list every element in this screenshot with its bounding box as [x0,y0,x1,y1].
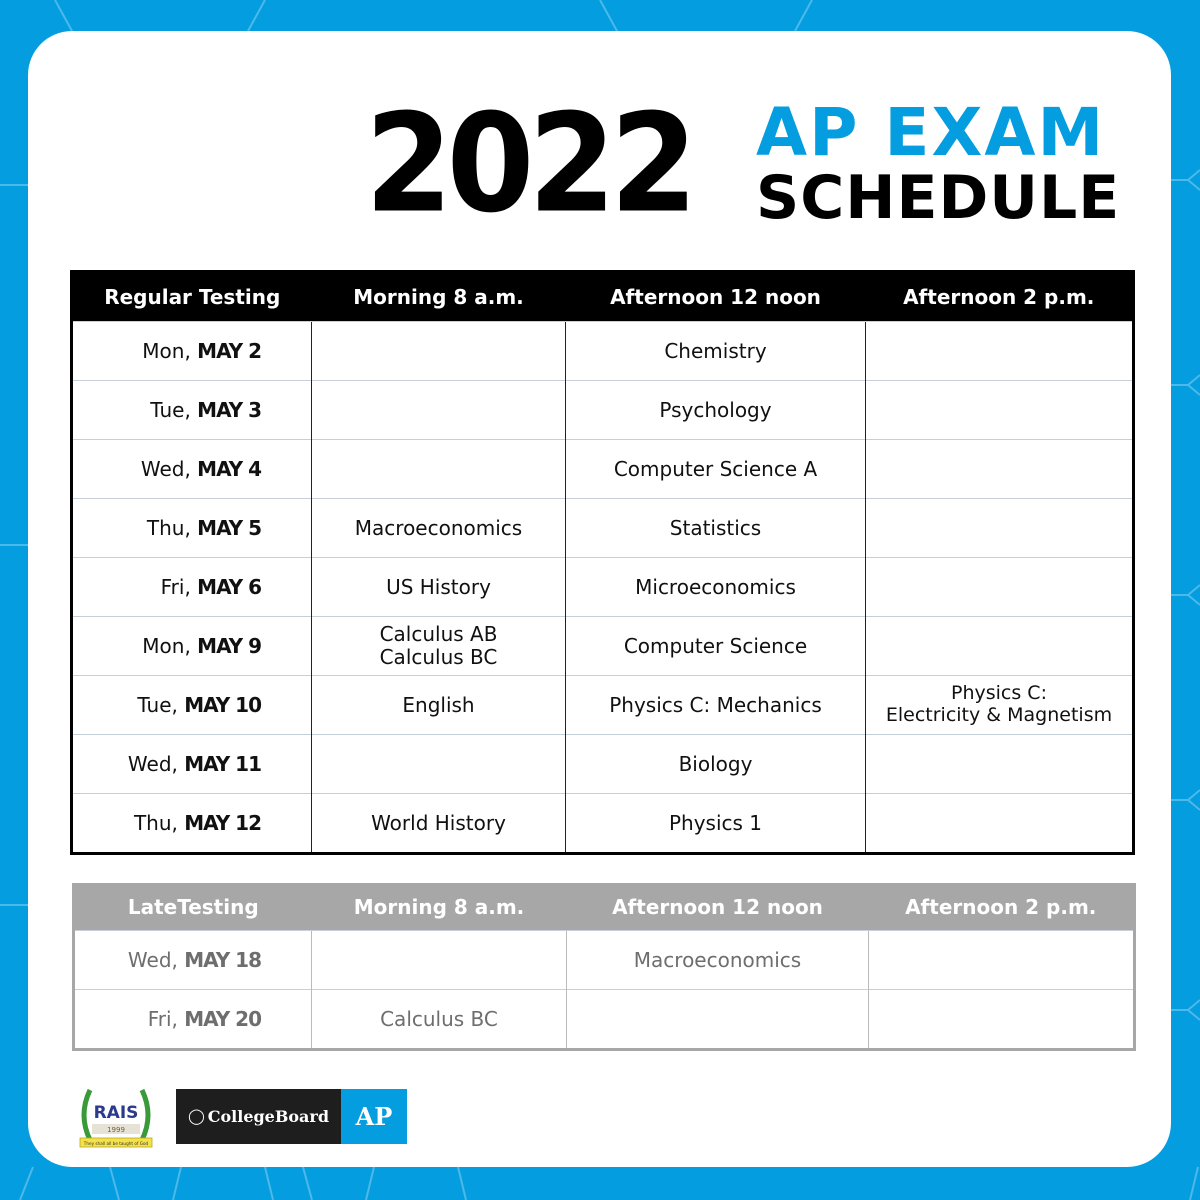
date-cell [72,440,312,499]
month-day: MAY 4 [197,456,261,481]
pm2-cell [866,676,1134,735]
pm2-cell [869,931,1135,990]
day-of-week: Thu, [133,810,178,835]
day-of-week: Tue, [150,397,191,422]
collegeboard-ap-logo [176,1089,407,1144]
table-header-row [74,883,1135,931]
morning-cell [312,617,566,676]
morning-cell: US History [312,558,566,617]
day-of-week: Wed, [140,456,191,481]
day-of-week: Mon, [142,633,191,658]
morning-cell [312,931,567,990]
noon-cell: Macroeconomics [567,931,869,990]
table-row [72,440,1134,499]
morning-cell: World History [312,794,566,854]
noon-cell: Computer Science [566,617,866,676]
morning-cell: Macroeconomics [312,499,566,558]
date-cell [72,794,312,854]
day-of-week: Tue, [137,692,178,717]
table-row [74,990,1135,1050]
date-cell [72,499,312,558]
header-2pm: Afternoon 2 p.m. [866,272,1134,322]
day-of-week: Thu, [146,515,191,540]
title-block [756,94,1121,233]
table-row [74,931,1135,990]
rais-school-logo [76,1080,156,1152]
ap-mark [341,1089,407,1144]
title-ap-exam: AP EXAM [756,94,1106,171]
exam-name: Calculus AB [379,622,498,646]
header-regular-testing: Regular Testing [72,272,312,322]
table-header-row [72,272,1134,322]
morning-cell [312,381,566,440]
month-day: MAY 9 [197,633,261,658]
month-day: MAY 5 [197,515,261,540]
month-day: MAY 18 [184,947,261,972]
exam-name: Calculus BC [379,645,498,669]
date-cell [72,322,312,381]
morning-cell [312,735,566,794]
svg-text:1999: 1999 [107,1126,125,1134]
header-morning: Morning 8 a.m. [312,272,566,322]
month-day: MAY 2 [197,338,261,363]
header-morning: Morning 8 a.m. [312,883,567,931]
pm2-cell [866,794,1134,854]
pm2-cell [866,735,1134,794]
noon-cell: Biology [566,735,866,794]
pm2-cell [869,990,1135,1050]
noon-cell: Physics 1 [566,794,866,854]
morning-cell: English [312,676,566,735]
date-cell [74,990,312,1050]
acorn-icon: ◯ [187,1107,205,1125]
day-of-week: Wed, [127,947,178,972]
header-late-testing: LateTesting [74,883,312,931]
day-of-week: Fri, [147,1006,178,1031]
collegeboard-wordmark [176,1089,341,1144]
morning-cell [312,440,566,499]
title-year: 2022 [365,84,692,243]
ap-label: AP [355,1101,393,1131]
date-cell [72,617,312,676]
day-of-week: Wed, [127,751,178,776]
pm2-cell [866,322,1134,381]
pm2-cell [866,558,1134,617]
morning-cell [312,322,566,381]
noon-cell: Chemistry [566,322,866,381]
table-row [72,381,1134,440]
month-day: MAY 10 [184,692,261,717]
table-row [72,794,1134,854]
table-row [72,499,1134,558]
pm2-cell [866,381,1134,440]
morning-cell: Calculus BC [312,990,567,1050]
noon-cell: Computer Science A [566,440,866,499]
exam-name: Electricity & Magnetism [885,704,1113,726]
collegeboard-name: CollegeBoard [207,1106,330,1126]
date-cell [72,676,312,735]
noon-cell [567,990,869,1050]
pm2-cell [866,617,1134,676]
exam-name: Physics C: [951,682,1047,705]
title-schedule: SCHEDULE [756,163,1121,233]
header-noon: Afternoon 12 noon [567,883,869,931]
svg-text:They shall all be taught of Go: They shall all be taught of God [83,1141,149,1146]
date-cell [72,558,312,617]
footer-logos [76,1080,407,1152]
noon-cell: Microeconomics [566,558,866,617]
pm2-cell [866,499,1134,558]
date-cell [72,735,312,794]
date-cell [74,931,312,990]
month-day: MAY 11 [184,751,261,776]
noon-cell: Statistics [566,499,866,558]
svg-text:RAIS: RAIS [93,1103,139,1123]
month-day: MAY 20 [184,1006,261,1031]
day-of-week: Mon, [142,338,191,363]
noon-cell: Psychology [566,381,866,440]
date-cell [72,381,312,440]
table-row [72,676,1134,735]
table-row [72,558,1134,617]
month-day: MAY 6 [197,574,261,599]
late-testing-table [72,883,1136,1051]
table-row [72,735,1134,794]
table-row [72,322,1134,381]
pm2-cell [866,440,1134,499]
header-noon: Afternoon 12 noon [566,272,866,322]
header-2pm: Afternoon 2 p.m. [869,883,1135,931]
regular-testing-table [70,270,1135,855]
month-day: MAY 12 [184,810,261,835]
noon-cell: Physics C: Mechanics [566,676,866,735]
day-of-week: Fri, [160,574,191,599]
table-row [72,617,1134,676]
month-day: MAY 3 [197,397,261,422]
